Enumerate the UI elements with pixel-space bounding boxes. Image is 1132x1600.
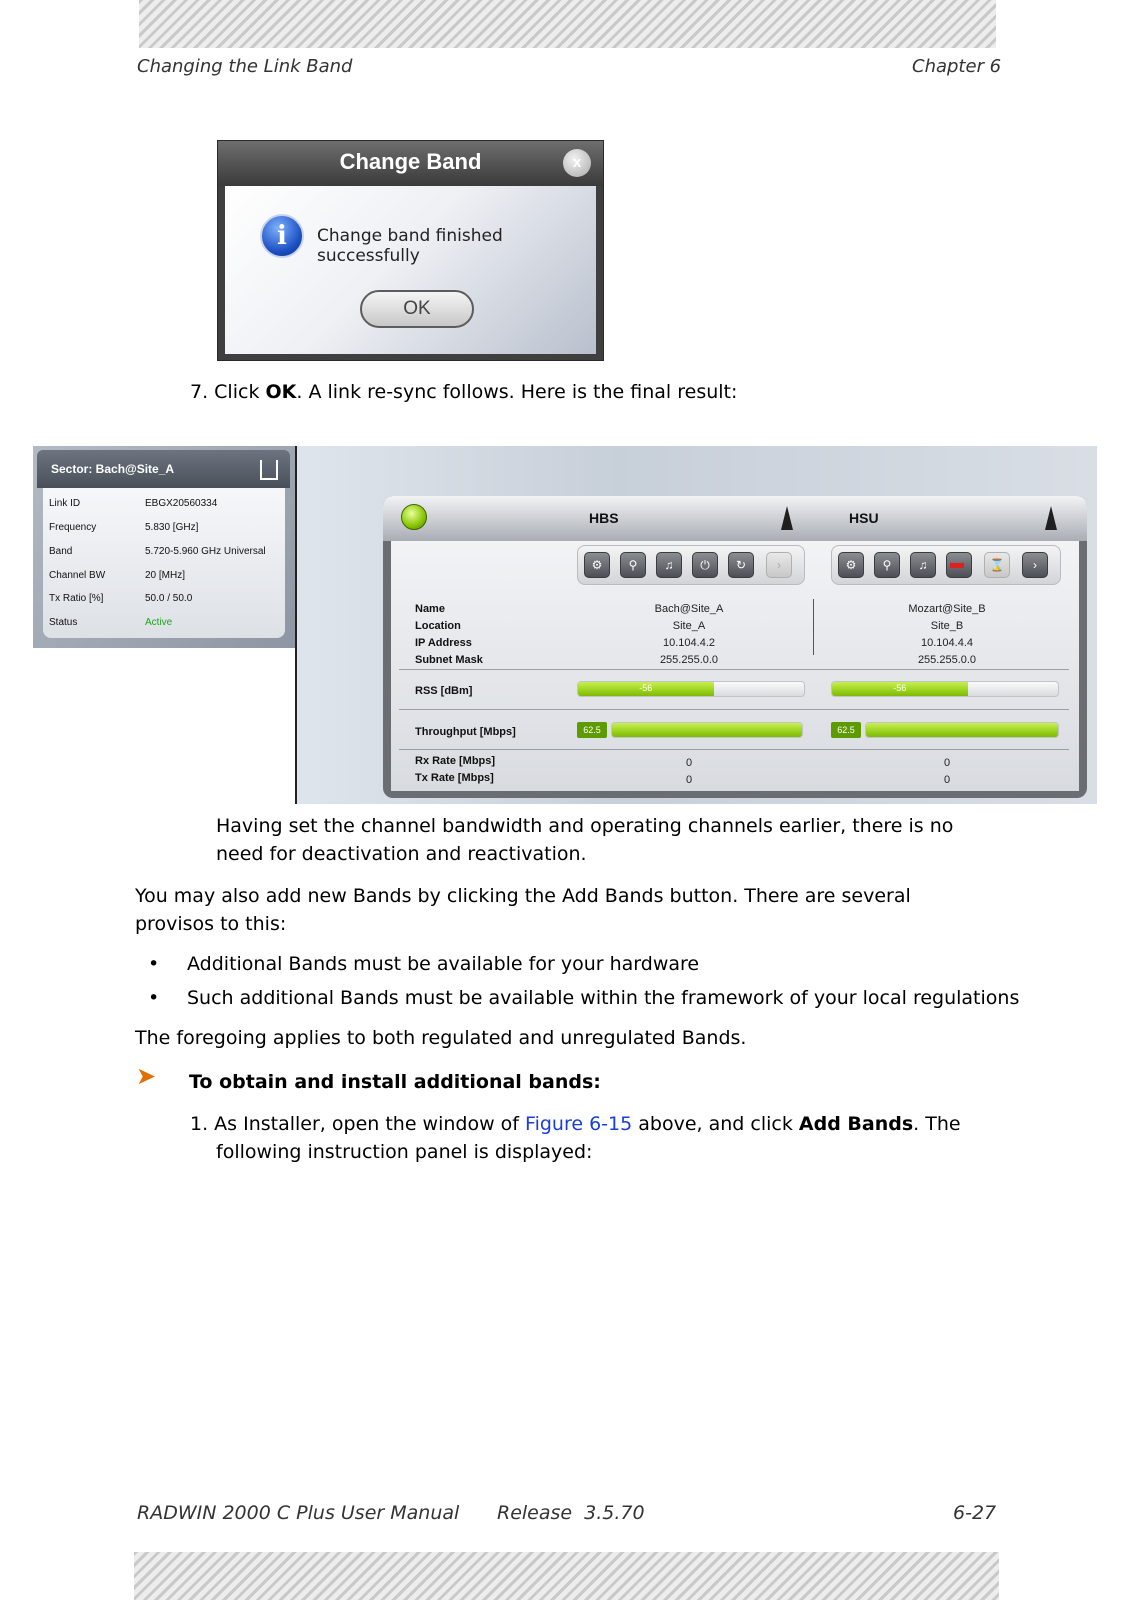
footer-manual-title: RADWIN 2000 C Plus User Manual xyxy=(137,1502,460,1524)
footer-hatch-band xyxy=(134,1552,999,1600)
close-icon[interactable]: x xyxy=(563,149,591,177)
hbs-throughput-fill xyxy=(612,723,802,737)
location-label: Location xyxy=(415,620,461,632)
step-1: 1. As Installer, open the window of Figure 6-15 above, and click Add Bands. The following instruction panel is displayed: xyxy=(190,1113,961,1163)
mask-label: Subnet Mask xyxy=(415,654,483,666)
gear-icon[interactable]: ⚙ xyxy=(838,552,864,578)
hbs-antenna-icon xyxy=(781,504,793,530)
bullet-text: Such additional Bands must be available within the framework of your local regulations xyxy=(187,987,1020,1009)
column-divider xyxy=(813,599,814,655)
sector-details: Link ID EBGX20560334 Frequency 5.830 [GHz] Band 5.720-5.960 GHz Universal Channel BW 20 [MHz] Tx Ratio [%] 50.0 / 50.0 Status Active xyxy=(43,488,285,638)
hsu-throughput-fill xyxy=(866,723,1058,737)
hsu-toolbar xyxy=(831,545,1061,585)
name-label: Name xyxy=(415,603,445,615)
hsu-rss-value: -56 xyxy=(893,683,907,693)
header-section-title: Changing the Link Band xyxy=(137,56,353,77)
hsu-throughput-bar xyxy=(865,722,1059,738)
info-icon: i xyxy=(260,214,304,258)
link-panel xyxy=(383,496,1087,798)
bell-icon[interactable]: ♫ xyxy=(656,552,682,578)
paragraph-add-bands: You may also add new Bands by clicking the Add Bands button. There are several provisos to this: xyxy=(135,885,911,935)
hsu-rx: 0 xyxy=(943,757,951,769)
hsu-location: Site_B xyxy=(930,620,964,632)
link-status-screenshot xyxy=(33,446,1097,804)
step-7-bold: OK xyxy=(265,381,297,403)
arrow-right-icon[interactable]: › xyxy=(766,552,792,578)
separator xyxy=(399,709,1069,710)
dialog-title: Change Band xyxy=(218,141,603,186)
gear-icon[interactable]: ⚙ xyxy=(584,552,610,578)
hsu-name: Mozart@Site_B xyxy=(908,603,986,615)
hsu-mask: 255.255.0.0 xyxy=(917,654,977,666)
dialog-message: Change band finished successfully xyxy=(317,226,503,266)
refresh-icon[interactable]: ↻ xyxy=(728,552,754,578)
sector-summary-panel xyxy=(33,446,295,648)
hbs-rss-bar xyxy=(577,681,805,697)
arrow-right-icon[interactable]: › xyxy=(1022,552,1048,578)
hbs-location: Site_A xyxy=(672,620,706,632)
hbs-name: Bach@Site_A xyxy=(654,603,724,615)
hbs-rss-value: -56 xyxy=(639,683,653,693)
hsu-rss-bar xyxy=(831,681,1059,697)
panel-header xyxy=(383,496,1087,541)
rx-label: Rx Rate [Mbps] xyxy=(415,755,496,767)
hbs-ip: 10.104.4.2 xyxy=(663,637,715,649)
search-icon[interactable]: ⚲ xyxy=(874,552,900,578)
hbs-label: HBS xyxy=(589,510,619,526)
screenshot-divider xyxy=(295,446,297,804)
hbs-rx: 0 xyxy=(685,757,693,769)
hbs-toolbar xyxy=(577,545,805,585)
red-arrow-icon[interactable] xyxy=(946,552,972,578)
bullet-text: Additional Bands must be available for your hardware xyxy=(187,953,700,975)
step-7: 7. Click OK. A link re-sync follows. Here is the final result: xyxy=(190,381,738,403)
status-led-icon xyxy=(401,504,427,530)
hbs-throughput-bar xyxy=(611,722,803,738)
hbs-tx: 0 xyxy=(685,774,693,786)
bullet-item: • xyxy=(148,987,160,1009)
separator xyxy=(399,669,1069,670)
network-icon xyxy=(260,460,278,480)
hourglass-icon[interactable]: ⌛ xyxy=(984,552,1010,578)
status-active: Active xyxy=(145,617,173,628)
paragraph-deactivation: Having set the channel bandwidth and operating channels earlier, there is no need for deactivation and reactivation. xyxy=(216,815,954,865)
power-icon[interactable]: ⏻ xyxy=(692,552,718,578)
hbs-throughput-value: 62.5 xyxy=(577,722,607,738)
procedure-title: To obtain and install additional bands: xyxy=(189,1071,601,1093)
search-icon[interactable]: ⚲ xyxy=(620,552,646,578)
hsu-ip: 10.104.4.4 xyxy=(921,637,973,649)
hsu-tx: 0 xyxy=(943,774,951,786)
panel-body xyxy=(391,541,1079,791)
figure-link[interactable]: Figure 6-15 xyxy=(525,1113,633,1135)
paragraph-regulated: The foregoing applies to both regulated and unregulated Bands. xyxy=(135,1027,747,1049)
dialog-body xyxy=(225,186,596,354)
bell-icon[interactable]: ♫ xyxy=(910,552,936,578)
hsu-throughput-value: 62.5 xyxy=(831,722,861,738)
bullet-item: • xyxy=(148,953,160,975)
header-hatch-band xyxy=(139,0,996,48)
arrow-icon: ➤ xyxy=(136,1062,157,1090)
ok-button[interactable]: OK xyxy=(360,290,474,328)
footer-release: Release 3.5.70 xyxy=(497,1502,645,1524)
ip-label: IP Address xyxy=(415,637,472,649)
hsu-antenna-icon xyxy=(1045,504,1057,530)
throughput-label: Throughput [Mbps] xyxy=(415,726,516,738)
rss-label: RSS [dBm] xyxy=(415,685,473,697)
hbs-mask: 255.255.0.0 xyxy=(659,654,719,666)
header-chapter: Chapter 6 xyxy=(912,56,1002,77)
hsu-label: HSU xyxy=(849,510,879,526)
footer-page-number: 6-27 xyxy=(953,1502,997,1524)
change-band-dialog xyxy=(217,140,604,361)
separator xyxy=(399,749,1069,750)
tx-label: Tx Rate [Mbps] xyxy=(415,772,494,784)
sector-title: Sector: Bach@Site_A xyxy=(37,450,290,488)
